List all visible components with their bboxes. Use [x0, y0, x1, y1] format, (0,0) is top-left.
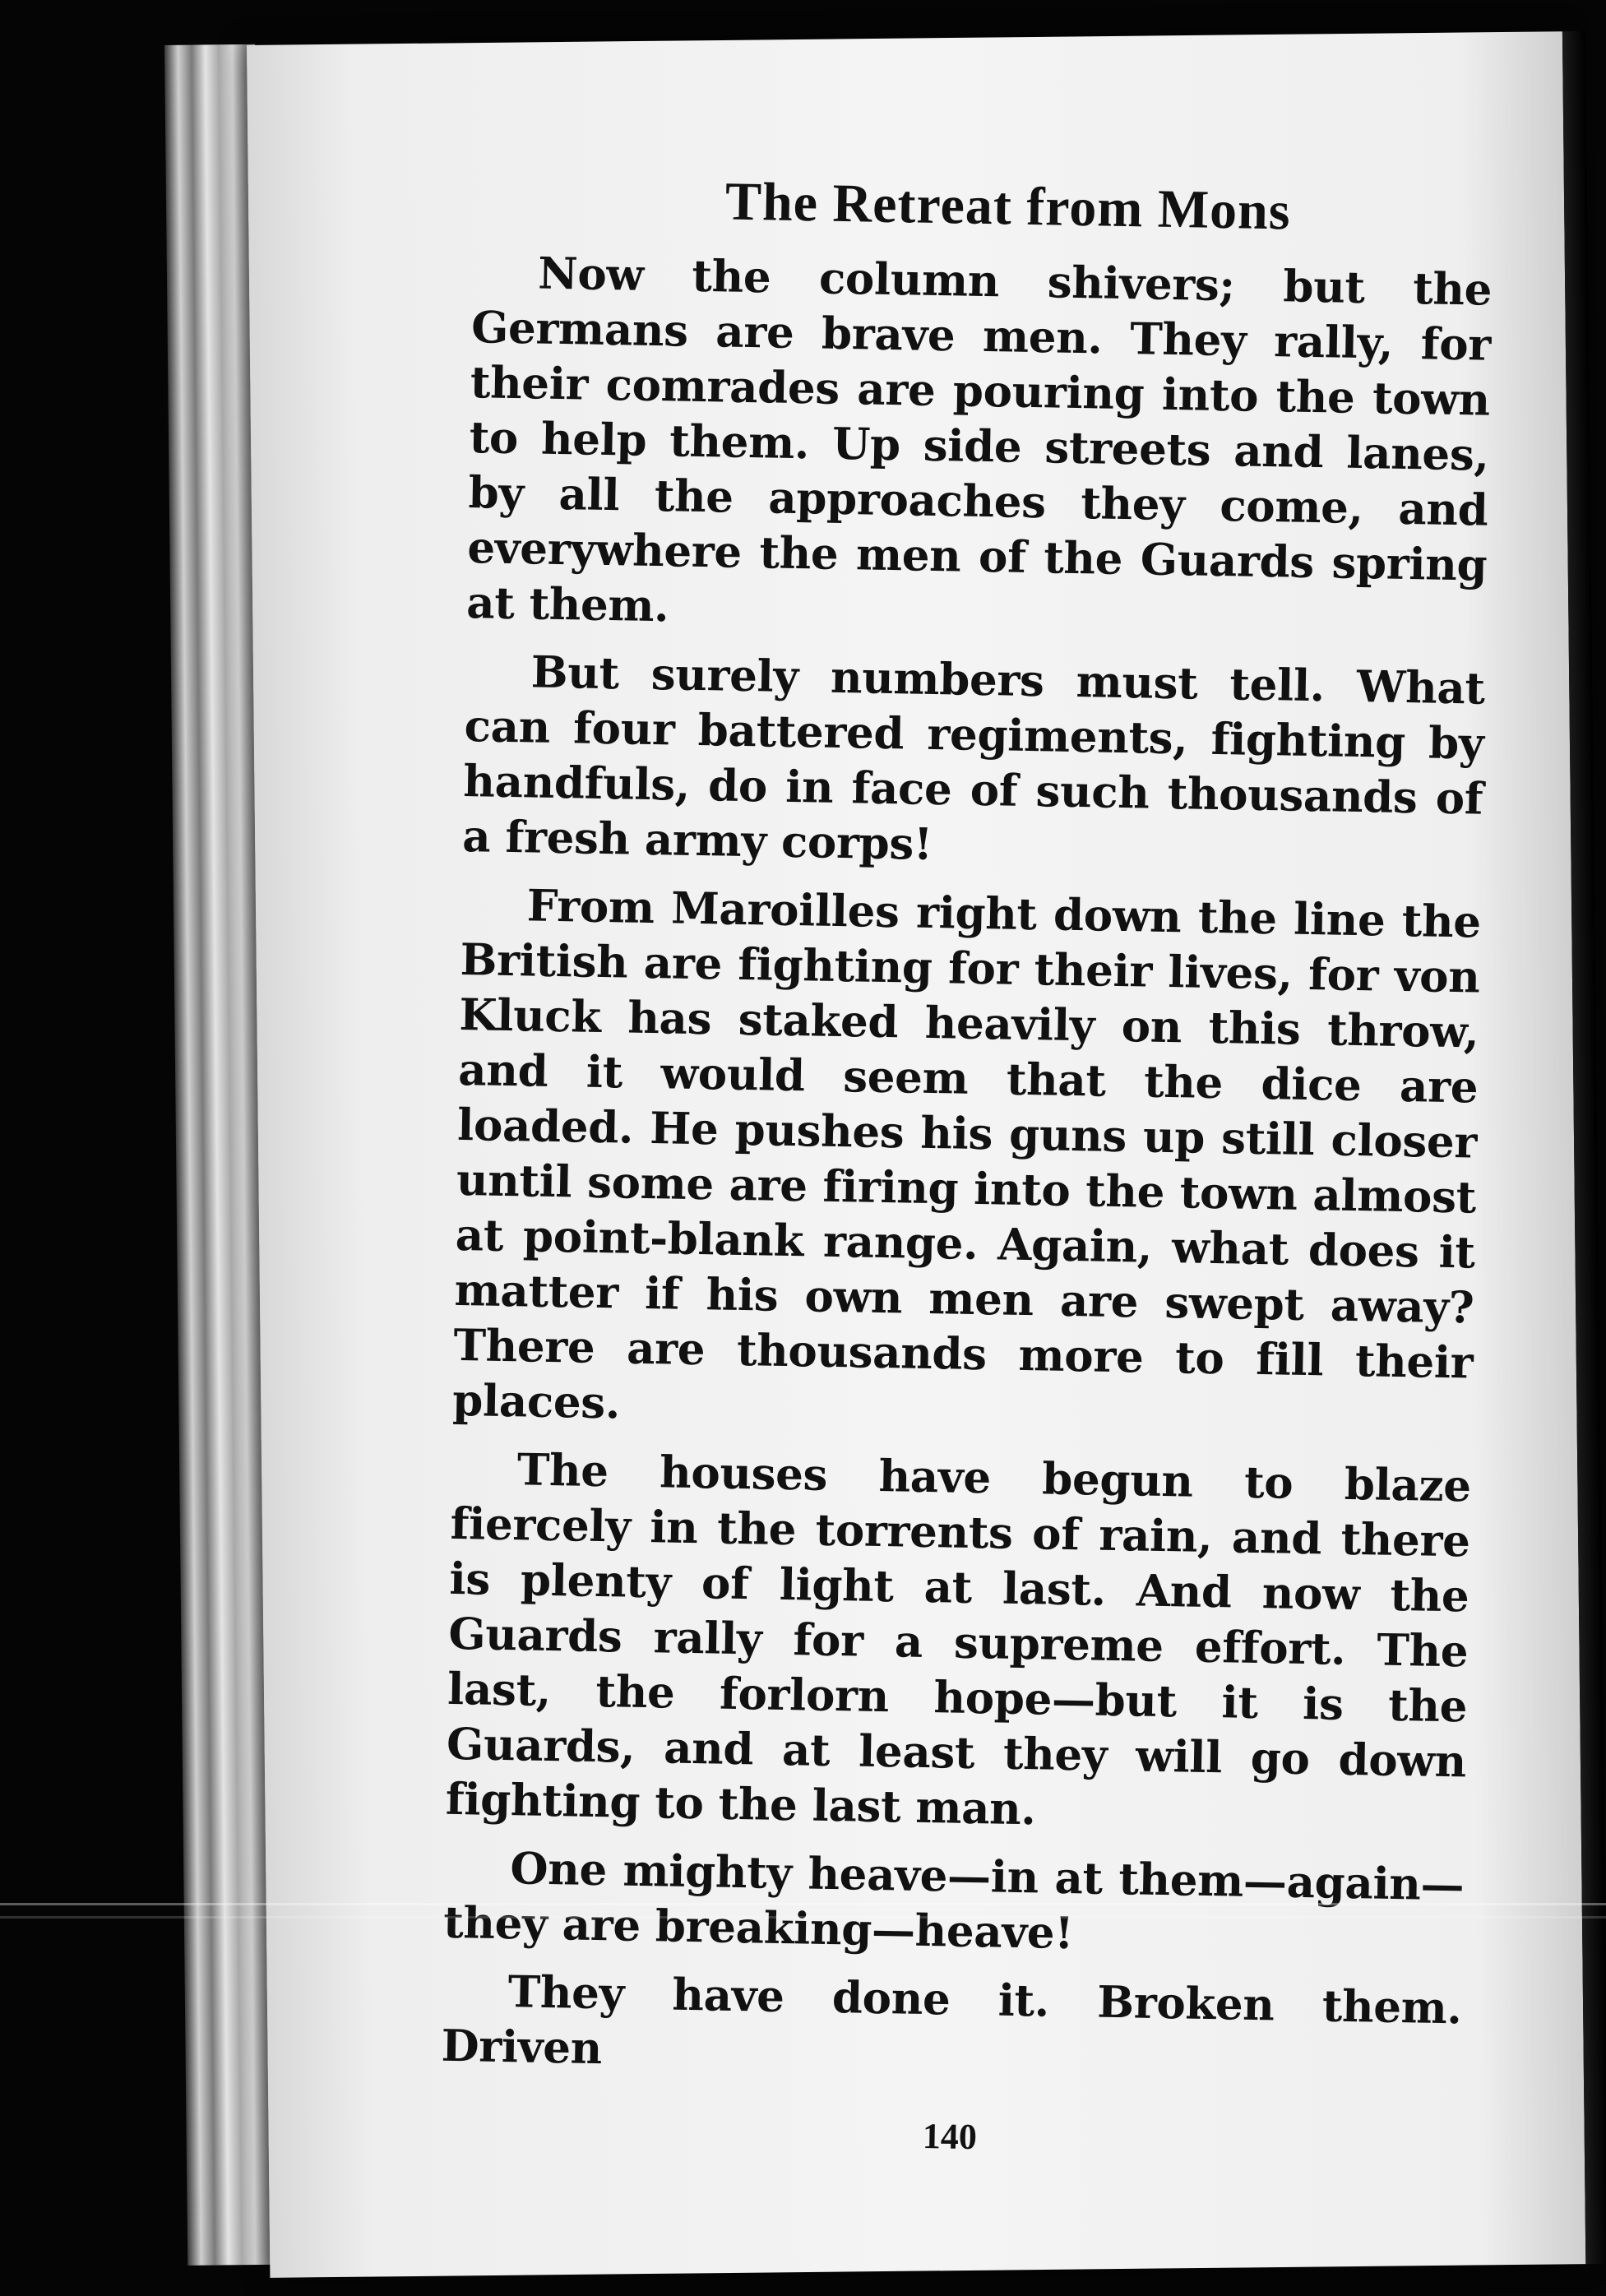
paragraph-3: From Maroilles right down the line the British are fighting for their lives, for von Kluck has staked heavily on this throw, and it would seem that the dice are loaded. He pushes his guns up still closer until some are firing into the town almost at point-blank range. Again, what does it matter if his own men are swept away? There are thousands more to fill their places. — [451, 880, 1482, 1429]
book-page — [247, 31, 1585, 2278]
paragraph-5: One mighty heave—in at them—again—they are breaking—heave! — [442, 1843, 1465, 1960]
page-number: 140 — [922, 2115, 978, 2158]
scan-artifact-line — [0, 1916, 1606, 1919]
page-edge-shadow — [1562, 31, 1606, 2264]
paragraph-6: They have done it. Broken them. Driven — [441, 1966, 1463, 2075]
scan-artifact-line — [0, 1903, 1606, 1905]
page-content — [439, 166, 1493, 2166]
paragraph-2: But surely numbers must tell. What can four battered regiments, fighting by handfuls, do in face of such thousands of a fresh army corps! — [461, 646, 1486, 870]
paragraph-4: The houses have begun to blaze fiercely in the torrents of rain, and there is plenty of light at last. And now the Guards rally for a supreme effort. The last, the forlorn hope—but it is the Guards, and at least they will go down fighting to the last man. — [445, 1444, 1472, 1835]
running-head: The Retreat from Mons — [724, 171, 1292, 242]
paragraph-1: Now the column shivers; but the Germans are brave men. They rally, for their comrades are pouring into the town to help them. Up side streets and lanes, by all the approaches they come, and everywhere the men of the Guards spring at them. — [465, 248, 1493, 632]
